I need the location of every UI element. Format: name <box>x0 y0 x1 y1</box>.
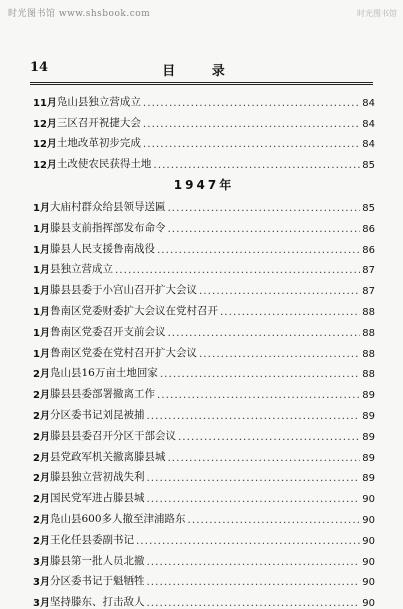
dot-leader <box>136 535 360 547</box>
entry-page: 87 <box>362 286 375 298</box>
entry-page: 89 <box>362 410 375 422</box>
entry-title: 县独立营成立 <box>49 263 113 276</box>
page-header <box>30 60 373 80</box>
entry-title: 滕县人民支援鲁南战役 <box>49 242 155 255</box>
entry-title: 滕县县委于小宫山召开扩大会议 <box>49 284 197 297</box>
dot-leader <box>143 118 360 130</box>
entry-page: 90 <box>362 535 375 547</box>
entry-title: 凫山县独立营成立 <box>56 95 141 108</box>
entry-title: 王化任县委副书记 <box>49 533 134 546</box>
entry-month: 1月 <box>33 244 50 256</box>
entry-month: 12月 <box>33 118 57 130</box>
toc-entry[interactable] <box>33 443 375 464</box>
entry-month: 1月 <box>33 348 50 360</box>
toc-entry[interactable] <box>33 568 375 589</box>
dot-leader <box>157 244 360 256</box>
toc-entry[interactable] <box>33 297 375 318</box>
entry-page: 86 <box>362 244 375 256</box>
entry-page: 89 <box>362 452 375 464</box>
entry-month: 2月 <box>33 514 50 526</box>
entry-page: 89 <box>362 473 375 485</box>
entry-title: 鲁南区党委财委扩大会议在党村召开 <box>49 304 218 317</box>
entry-page: 85 <box>362 202 375 214</box>
entry-title: 滕县县委召开分区干部会议 <box>49 429 176 442</box>
entry-month: 1月 <box>33 327 50 339</box>
entry-page: 84 <box>362 97 375 109</box>
entry-page: 88 <box>362 369 375 381</box>
toc-entry[interactable] <box>33 235 375 256</box>
entry-title: 县党政军机关撤离滕县城 <box>49 450 166 463</box>
entry-page: 88 <box>362 348 375 360</box>
entry-page: 90 <box>362 514 375 526</box>
entry-month: 12月 <box>33 139 57 151</box>
toc-entry[interactable] <box>33 318 375 339</box>
page-number: 14 <box>30 60 49 75</box>
dot-leader <box>143 138 360 150</box>
dot-leader <box>146 556 360 568</box>
dot-leader <box>146 493 360 505</box>
dot-leader <box>178 431 360 443</box>
dot-leader <box>153 159 360 171</box>
toc-entry[interactable] <box>33 214 375 235</box>
dot-leader <box>146 597 360 609</box>
toc-entry[interactable] <box>33 380 375 401</box>
entry-title: 土地改革初步完成 <box>56 137 141 150</box>
corner-watermark: 时光图书馆 <box>357 9 397 18</box>
toc-entry[interactable] <box>33 130 375 151</box>
entry-title: 三区召开祝捷大会 <box>56 116 141 129</box>
entry-page: 89 <box>362 390 375 402</box>
toc-entry[interactable] <box>33 464 375 485</box>
entry-month: 2月 <box>33 390 50 402</box>
entry-month: 12月 <box>33 160 57 172</box>
entry-month: 1月 <box>33 202 50 214</box>
entry-title: 鲁南区党委在党村召开扩大会议 <box>49 346 197 359</box>
entry-month: 1月 <box>33 306 50 318</box>
entry-title: 滕县县委部署撤离工作 <box>49 388 155 401</box>
toc-entry[interactable] <box>33 193 375 214</box>
toc-entry[interactable] <box>33 401 375 422</box>
entry-page: 84 <box>362 118 375 130</box>
entry-month: 3月 <box>33 598 50 609</box>
entry-month: 2月 <box>33 410 50 422</box>
entry-page: 89 <box>362 431 375 443</box>
dot-leader <box>167 223 360 235</box>
entry-month: 3月 <box>33 556 50 568</box>
entry-month: 2月 <box>33 535 50 547</box>
dot-leader <box>160 368 360 380</box>
dot-leader <box>146 472 360 484</box>
entry-page: 90 <box>362 494 375 506</box>
dot-leader <box>146 576 360 588</box>
entry-month: 3月 <box>33 577 50 589</box>
toc-entry[interactable] <box>33 484 375 505</box>
entry-title: 滕县支前指挥部发布命令 <box>49 221 166 234</box>
dot-leader <box>167 327 360 339</box>
watermark-text: 时光图书馆 www.shsbook.com <box>8 9 151 19</box>
toc-entry[interactable] <box>33 276 375 297</box>
entry-title: 滕县独立营初战失利 <box>49 471 145 484</box>
entry-page: 88 <box>362 306 375 318</box>
entry-page: 90 <box>362 577 375 589</box>
toc-entry[interactable] <box>33 150 375 171</box>
toc-entry[interactable] <box>33 547 375 568</box>
entry-title: 凫山县16万亩土地回家 <box>49 367 158 380</box>
entry-page: 90 <box>362 598 375 609</box>
entry-month: 2月 <box>33 452 50 464</box>
header-rule <box>30 82 373 83</box>
entry-title: 凫山县600多人撤至津浦路东 <box>49 512 186 525</box>
dot-leader <box>199 348 360 360</box>
entry-title: 国民党军进占滕县城 <box>49 492 145 505</box>
entry-title: 坚持滕东、打击敌人 <box>49 596 145 609</box>
toc-list <box>33 88 375 609</box>
entry-title: 土改使农民获得土地 <box>56 158 152 171</box>
entry-page: 86 <box>362 223 375 235</box>
entry-month: 11月 <box>33 97 57 109</box>
toc-entry[interactable] <box>33 109 375 130</box>
toc-entry[interactable] <box>33 526 375 547</box>
dot-leader <box>146 410 360 422</box>
toc-entry[interactable] <box>33 588 375 609</box>
entry-month: 2月 <box>33 369 50 381</box>
toc-entry[interactable] <box>33 88 375 109</box>
entry-month: 2月 <box>33 473 50 485</box>
entry-month: 1月 <box>33 265 50 277</box>
toc-entry[interactable] <box>33 360 375 381</box>
entry-title: 分区委书记于魁牺牲 <box>49 575 145 588</box>
dot-leader <box>188 514 361 526</box>
dot-leader <box>167 202 360 214</box>
dot-leader <box>199 285 360 297</box>
dot-leader <box>115 264 360 276</box>
entry-month: 2月 <box>33 494 50 506</box>
entry-month: 1月 <box>33 286 50 298</box>
toc-entry[interactable] <box>33 339 375 360</box>
dot-leader <box>220 306 360 318</box>
dot-leader <box>157 389 360 401</box>
dot-leader <box>167 452 360 464</box>
entry-page: 84 <box>362 139 375 151</box>
entry-page: 87 <box>362 265 375 277</box>
entry-month: 1月 <box>33 223 50 235</box>
entry-page: 85 <box>362 160 375 172</box>
toc-entry[interactable] <box>33 422 375 443</box>
entry-title: 分区委书记刘昆被捕 <box>49 408 145 421</box>
entry-title: 鲁南区党委召开支前会议 <box>49 325 166 338</box>
dot-leader <box>143 97 360 109</box>
entry-month: 2月 <box>33 431 50 443</box>
toc-entry[interactable] <box>33 505 375 526</box>
toc-entry[interactable] <box>33 256 375 277</box>
entry-title: 大庙村群众给县领导送匾 <box>49 200 166 213</box>
year-heading: 1947年 <box>173 178 235 193</box>
header-rule-double <box>30 84 373 85</box>
entry-page: 90 <box>362 556 375 568</box>
page-title: 目 录 <box>162 64 241 79</box>
entry-page: 88 <box>362 327 375 339</box>
entry-title: 滕县第一批人员北撤 <box>49 554 145 567</box>
